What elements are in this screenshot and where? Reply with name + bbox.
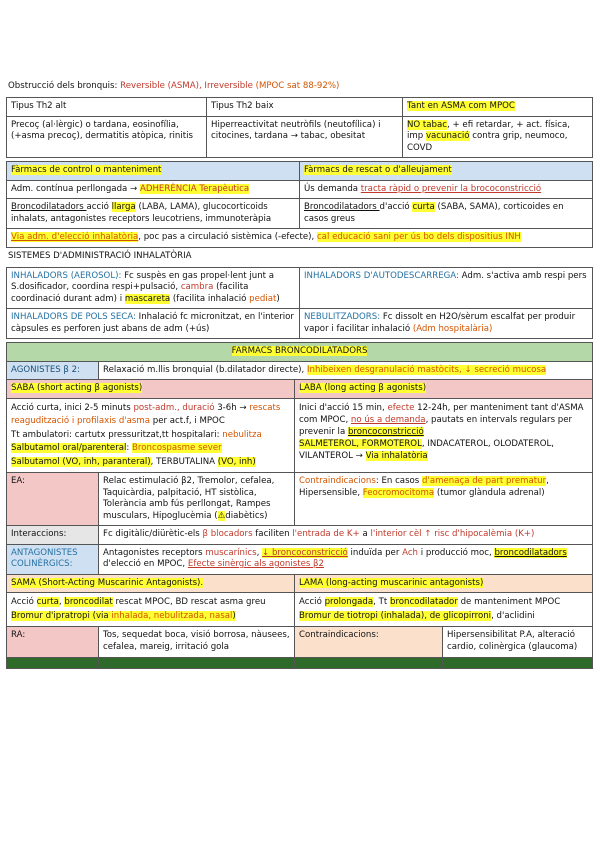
lama-header: LAMA (long-acting muscarinic antagonists) xyxy=(295,574,593,593)
intro-line xyxy=(6,78,592,97)
saba-desc: Acció curta, inici 2-5 minuts post-adm., duració 3-6h → rescats reagudització i profilaxis d'asma per act.f, i MPOC Tt ambulatori: cartutx pressuritzat,tt hospitalari: nebulitza Salbutamol oral/parenteral: Broncospasme sever Salbutamol (VO, inh, paranteral), TERBUTALINA (VO, inh) xyxy=(7,398,295,473)
agonistes-label: AGONISTES β 2: xyxy=(7,361,99,380)
ci2-desc: Hipersensibilitat P.A, alteració cardio, colinèrgica (glaucoma) xyxy=(443,627,593,658)
ci2-label: Contraindicacions: xyxy=(295,627,443,658)
farmacs-control-header: Fàrmacs de control o manteniment xyxy=(7,162,300,181)
sistemes-table xyxy=(6,267,593,340)
tipus-th2-baix-cell: Hiperreactivitat neutròfils (neutofílica) i citocines, tardana → tabac, obesitat xyxy=(207,116,403,158)
laba-desc: Inici d'acció 15 min, efecte 12-24h, per manteniment tant d'ASMA com MPOC, no ús a demanda, pautats en intervals regulars per prevenir la broncoconstricció SALMETEROL, FORMOTEROL, INDACATEROL, OLODATEROL, VILANTEROL → Via inhalatòria xyxy=(295,398,593,473)
interaccions-desc: Fc digitàlic/diürètic-els β blocadors faciliten l'entrada de K+ a l'interior cèl ↑ risc d'hipocalèmia (K+) xyxy=(99,526,593,545)
document-page xyxy=(6,78,592,669)
ra-label: RA: xyxy=(7,627,99,658)
tipus-th2-baix-header: Tipus Th2 baix xyxy=(207,98,403,117)
farmacs-rescat-header: Fàrmacs de rescat o d'alleujament xyxy=(300,162,593,181)
tipus-both-cell: NO tabac, + efi retardar, + act. física, imp vacunació contra grip, neumoco, COVD xyxy=(403,116,593,158)
tipus-th2-alt-cell: Precoç (al·lèrgic) o tardana, eosinofília, (+asma precoç), dermatitis atòpica, rinitis xyxy=(7,116,207,158)
agonistes-desc: Relaxació m.llis bronquial (b.dilatador directe), Inhibeixen desgranulació mastòcits, ↓ secreció mucosa xyxy=(99,361,593,380)
farmacs-via-row: Via adm. d'elecció inhalatòria, poc pas a circulació sistèmica (-efecte), cal educació sani per ús bo dels dispositius INH xyxy=(7,229,593,248)
ra-desc: Tos, sequedat boca, visió borrosa, nàusees, cefalea, mareig, irritació gola xyxy=(99,627,295,658)
sistemes-title: SISTEMES D'ADMINISTRACIÓ INHALATÒRIA xyxy=(8,250,192,261)
antagonistes-label: ANTAGONISTES COLINÈRGICS: xyxy=(7,544,99,574)
ea-label: EA: xyxy=(7,473,99,526)
intro-text: Obstrucció dels bronquis: xyxy=(8,81,121,91)
farmacs-table xyxy=(6,161,593,248)
footer-bar-4 xyxy=(443,658,593,669)
laba-header: LABA (long acting β agonists) xyxy=(295,380,593,399)
aerosol-cell: INHALADORS (AEROSOL): Fc suspès en gas propel·lent junt a S.dosificador, coordina respi+pulsació, cambra (facilita coordinació durant adm) i mascareta (facilita inhalació pediat) xyxy=(7,267,300,309)
farmacs-control-row1: Adm. contínua perllongada → ADHERÈNCIA Terapèutica xyxy=(7,180,300,199)
ci-desc: Contraindicacions: En casos d'amenaça de part prematur, Hipersensible, Feocromocitoma (tumor glàndula adrenal) xyxy=(295,473,593,526)
tipus-both-header: Tant en ASMA com MPOC xyxy=(403,98,593,117)
footer-bar-2 xyxy=(99,658,295,669)
broncodilatadors-title: FARMACS BRONCODILATADORS xyxy=(7,343,593,362)
sama-desc: Acció curta, broncodilat rescat MPOC, BD rescat asma greu Bromur d'ipratropi (via inhalada, nebulitzada, nasal) xyxy=(7,593,295,627)
footer-bar-3 xyxy=(295,658,443,669)
footer-bar-1 xyxy=(7,658,99,669)
pols-seca-cell: INHALADORS DE POLS SECA: Inhalació fc micronitzat, en l'interior càpsules es perforen just abans de adm (+ús) xyxy=(7,309,300,339)
saba-header: SABA (short acting β agonists) xyxy=(7,380,295,399)
tipus-table xyxy=(6,97,593,158)
broncodilatadors-table xyxy=(6,342,593,669)
interaccions-label: Interaccions: xyxy=(7,526,99,545)
farmacs-control-row2: Broncodilatadors acció llarga (LABA, LAMA), glucocorticoids inhalats, antagonistes receptors leucotriens, immunoteràpia xyxy=(7,199,300,229)
antagonistes-desc: Antagonistes receptors muscarínics, ↓ broncoconstricció induïda per Ach i producció moc, broncodilatadors d'elecció en MPOC, Efecte sinèrgic als agonistes β2 xyxy=(99,544,593,574)
autodescarrega-cell: INHALADORS D'AUTODESCARREGA: Adm. s'activa amb respi pers xyxy=(300,267,593,309)
farmacs-rescat-row2: Broncodilatadors d'acció curta (SABA, SAMA), corticoides en casos greus xyxy=(300,199,593,229)
ea-desc: Relac estimulació β2, Tremolor, cefalea, Taquicàrdia, palpitació, HT sistòlica, Tolerància amb fús perllongat, Rampes musculars, Hipoglucèmia (⚠diabètics) xyxy=(99,473,295,526)
lama-desc: Acció prolongada, Tt broncodilatador de manteniment MPOC Bromur de tiotropi (inhalada), de glicopirroni, d'aclidini xyxy=(295,593,593,627)
farmacs-rescat-row1: Ús demanda tracta ràpid o prevenir la brococonstricció xyxy=(300,180,593,199)
sama-header: SAMA (Short-Acting Muscarinic Antagonists). xyxy=(7,574,295,593)
tipus-th2-alt-header: Tipus Th2 alt xyxy=(7,98,207,117)
nebulitzadors-cell: NEBULITZADORS: Fc dissolt en H2O/sèrum escalfat per produir vapor i facilitar inhalació (Adm hospitalària) xyxy=(300,309,593,339)
intro-reversible: Reversible (ASMA), Irreversible xyxy=(120,81,256,91)
intro-mpoc: (MPOC sat 88-92%) xyxy=(255,81,340,91)
